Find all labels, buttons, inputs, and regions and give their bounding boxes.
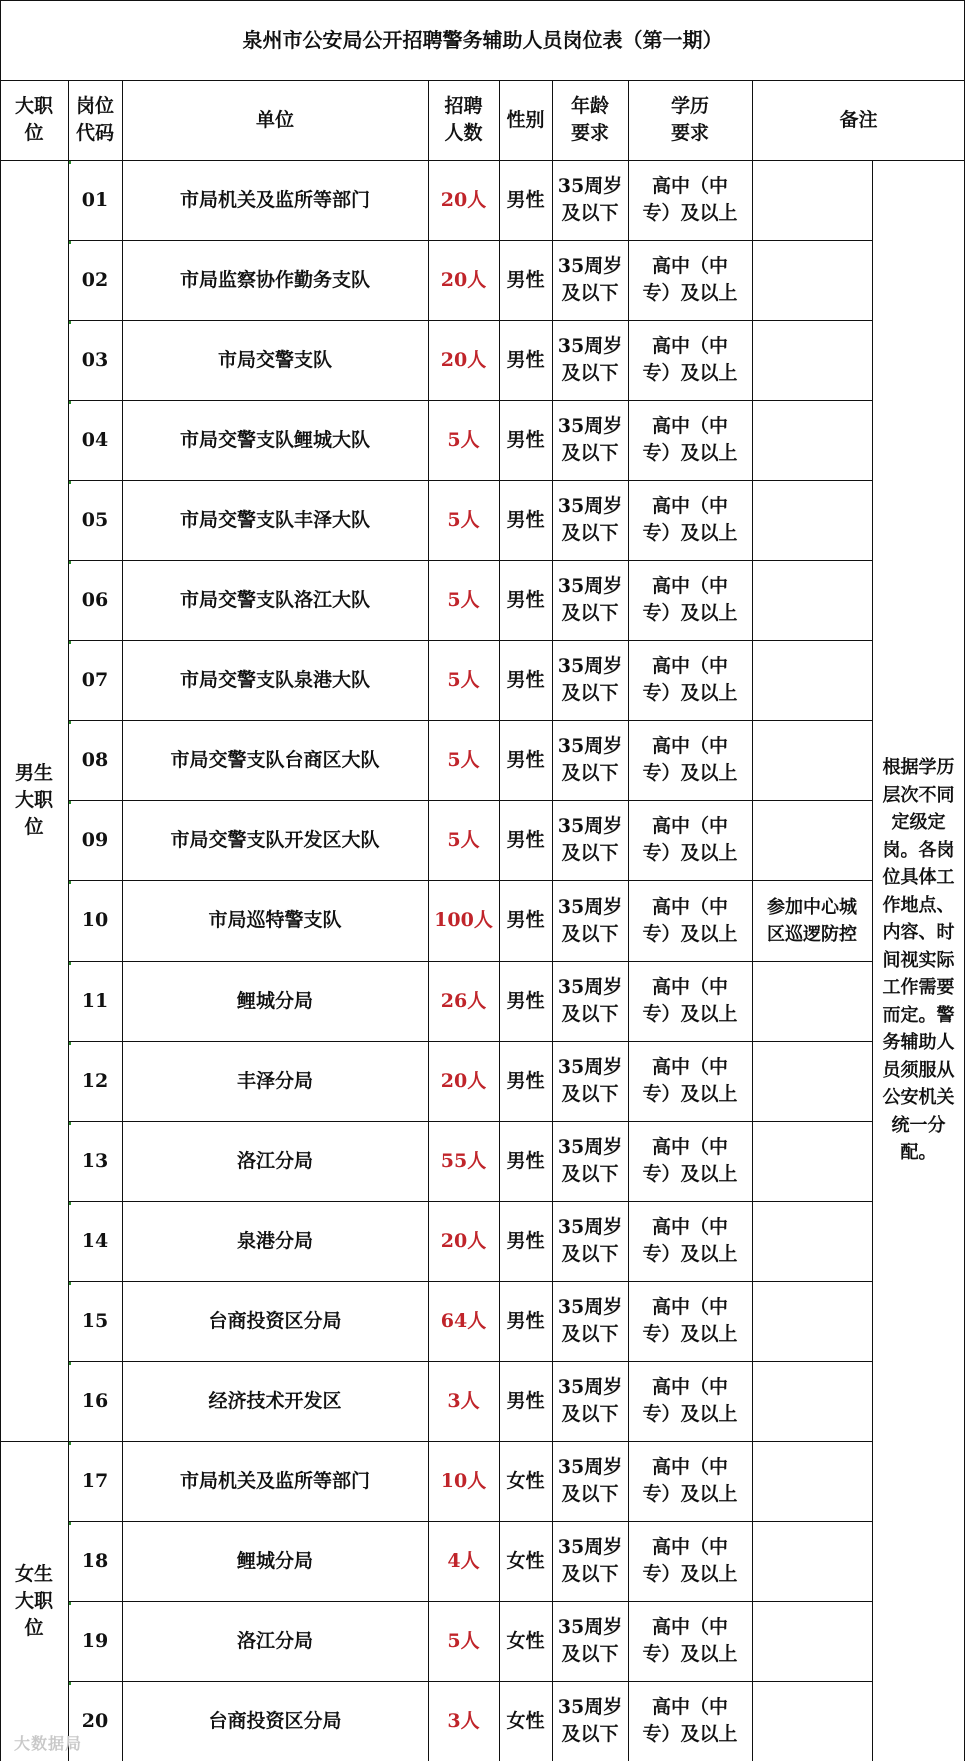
row-age: 35周岁 及以下 <box>557 1216 623 1265</box>
row-unit: 市局交警支队台商区大队 <box>170 748 380 771</box>
header-category: 大职 位 <box>14 95 53 144</box>
row-unit: 台商投资区分局 <box>208 1709 342 1732</box>
row-gender: 女性 <box>506 1709 545 1732</box>
row-education: 高中（中 专）及以上 <box>642 575 738 624</box>
grid-hline <box>68 1361 872 1362</box>
row-count: 26人 <box>440 989 487 1012</box>
row-count: 100人 <box>434 909 493 931</box>
row-count: 20人 <box>440 188 487 211</box>
row-count: 55人 <box>440 1149 487 1172</box>
grid-hline <box>68 560 872 561</box>
row-count: 5人 <box>447 428 480 451</box>
watermark-logo: 大数据局 <box>14 1734 83 1753</box>
row-count: 3人 <box>447 1389 480 1412</box>
row-unit: 洛江分局 <box>236 1629 313 1652</box>
row-unit: 市局交警支队洛江大队 <box>179 588 370 611</box>
row-count: 3人 <box>447 1709 480 1732</box>
row-note <box>752 480 872 560</box>
row-unit: 市局交警支队泉港大队 <box>179 668 370 691</box>
row-code: 04 <box>81 428 109 451</box>
row-education: 高中（中 专）及以上 <box>642 1136 738 1185</box>
row-education: 高中（中 专）及以上 <box>642 1536 738 1585</box>
grid-hline <box>68 1281 872 1282</box>
row-unit: 市局交警支队丰泽大队 <box>179 508 370 531</box>
row-gender: 男性 <box>506 1069 545 1092</box>
header-count: 招聘 人数 <box>444 95 483 144</box>
group-label-female: 女生 大职 位 <box>14 1562 53 1639</box>
border-top <box>0 0 965 1</box>
row-education: 高中（中 专）及以上 <box>642 175 738 224</box>
header-education: 学历 要求 <box>670 95 709 144</box>
grid-vline <box>552 80 553 1761</box>
row-note <box>752 800 872 880</box>
grid-vline <box>752 80 753 1761</box>
row-note <box>752 320 872 400</box>
row-unit: 市局机关及监所等部门 <box>179 1469 370 1492</box>
row-age: 35周岁 及以下 <box>557 1376 623 1425</box>
row-note <box>752 1601 872 1681</box>
row-unit: 市局交警支队鲤城大队 <box>179 428 370 451</box>
row-count: 5人 <box>447 588 480 611</box>
row-education: 高中（中 专）及以上 <box>642 815 738 864</box>
row-note <box>752 961 872 1041</box>
row-education: 高中（中 专）及以上 <box>642 415 738 464</box>
row-education: 高中（中 专）及以上 <box>642 1296 738 1345</box>
row-gender: 男性 <box>506 508 545 531</box>
row-education: 高中（中 专）及以上 <box>642 895 738 945</box>
row-code: 12 <box>81 1069 109 1092</box>
row-age: 35周岁 及以下 <box>557 1696 623 1745</box>
header-age: 年龄 要求 <box>570 95 609 144</box>
row-age: 35周岁 及以下 <box>557 1456 623 1505</box>
row-code: 02 <box>81 268 109 291</box>
row-gender: 男性 <box>506 428 545 451</box>
header-code: 岗位 代码 <box>75 95 114 144</box>
row-count: 5人 <box>447 1629 480 1652</box>
row-gender: 男性 <box>506 588 545 611</box>
grid-hline <box>68 320 872 321</box>
remark-divider <box>872 160 873 1761</box>
row-gender: 女性 <box>506 1469 545 1492</box>
row-age: 35周岁 及以下 <box>557 575 623 624</box>
row-count: 5人 <box>447 828 480 851</box>
row-code: 19 <box>81 1629 109 1652</box>
row-age: 35周岁 及以下 <box>557 1536 623 1585</box>
grid-hline <box>68 720 872 721</box>
row-note <box>752 1281 872 1361</box>
row-code: 17 <box>81 1469 109 1492</box>
row-count: 4人 <box>447 1549 480 1572</box>
row-age: 35周岁 及以下 <box>557 1056 623 1105</box>
row-age: 35周岁 及以下 <box>557 495 623 544</box>
row-note <box>752 1361 872 1441</box>
row-gender: 男性 <box>506 268 545 291</box>
row-count: 64人 <box>440 1309 487 1332</box>
remark-text: 根据学历层次不同定级定岗。各岗位具体工作地点、内容、时间视实际工作需要而定。警务辅助人员须服从公安机关统一分配。 <box>882 757 955 1164</box>
row-gender: 男性 <box>506 1229 545 1252</box>
grid-vline <box>628 80 629 1761</box>
table-title: 泉州市公安局公开招聘警务辅助人员岗位表（第一期） <box>242 27 723 52</box>
group-divider <box>0 1441 68 1442</box>
grid-hline <box>68 1041 872 1042</box>
row-count: 20人 <box>440 348 487 371</box>
row-note <box>752 160 872 240</box>
row-gender: 男性 <box>506 828 545 851</box>
row-education: 高中（中 专）及以上 <box>642 655 738 704</box>
row-code: 14 <box>81 1229 109 1252</box>
row-count: 5人 <box>447 668 480 691</box>
row-unit: 泉港分局 <box>236 1229 313 1252</box>
row-gender: 男性 <box>506 1149 545 1172</box>
row-age: 35周岁 及以下 <box>557 815 623 864</box>
grid-hline <box>68 480 872 481</box>
row-unit: 洛江分局 <box>236 1149 313 1172</box>
row-gender: 男性 <box>506 188 545 211</box>
row-unit: 经济技术开发区 <box>208 1389 342 1412</box>
row-code: 01 <box>81 188 109 211</box>
grid-vline <box>68 80 69 1761</box>
row-code: 13 <box>81 1149 109 1172</box>
border-left <box>0 0 1 1761</box>
grid-hline <box>68 640 872 641</box>
row-code: 18 <box>81 1549 109 1572</box>
row-gender: 男性 <box>506 668 545 691</box>
row-count: 5人 <box>447 748 480 771</box>
row-unit: 市局交警支队 <box>217 348 332 371</box>
grid-hline <box>68 240 872 241</box>
row-education: 高中（中 专）及以上 <box>642 335 738 384</box>
row-gender: 女性 <box>506 1549 545 1572</box>
row-age: 35周岁 及以下 <box>557 175 623 224</box>
row-gender: 男性 <box>506 748 545 771</box>
group-label-male: 男生 大职 位 <box>14 762 53 838</box>
row-code: 10 <box>81 909 109 931</box>
row-age: 35周岁 及以下 <box>557 335 623 384</box>
grid-hline <box>68 1441 872 1442</box>
row-count: 20人 <box>440 268 487 291</box>
header-remark: 备注 <box>839 108 878 131</box>
grid-hline <box>68 1201 872 1202</box>
row-note <box>752 400 872 480</box>
row-unit: 市局机关及监所等部门 <box>179 188 370 211</box>
row-code: 08 <box>81 748 109 771</box>
row-code: 11 <box>81 989 109 1012</box>
row-gender: 男性 <box>506 1309 545 1332</box>
row-age: 35周岁 及以下 <box>557 976 623 1025</box>
grid-hline <box>68 961 872 962</box>
grid-hline <box>68 880 872 881</box>
row-age: 35周岁 及以下 <box>557 255 623 304</box>
row-unit: 市局监察协作勤务支队 <box>179 268 370 291</box>
row-education: 高中（中 专）及以上 <box>642 1616 738 1665</box>
grid-hline <box>68 1601 872 1602</box>
row-age: 35周岁 及以下 <box>557 1296 623 1345</box>
row-code: 07 <box>81 668 109 691</box>
row-unit: 市局巡特警支队 <box>208 909 342 931</box>
row-code: 09 <box>81 828 109 851</box>
row-count: 5人 <box>447 508 480 531</box>
row-note <box>752 1201 872 1281</box>
row-age: 35周岁 及以下 <box>557 735 623 784</box>
row-gender: 男性 <box>506 348 545 371</box>
row-unit: 丰泽分局 <box>236 1069 313 1092</box>
row-note <box>752 1041 872 1121</box>
row-age: 35周岁 及以下 <box>557 1136 623 1185</box>
row-education: 高中（中 专）及以上 <box>642 1216 738 1265</box>
row-gender: 男性 <box>506 989 545 1012</box>
title-divider <box>0 80 965 81</box>
row-note <box>752 720 872 800</box>
row-unit: 台商投资区分局 <box>208 1309 342 1332</box>
row-education: 高中（中 专）及以上 <box>642 1056 738 1105</box>
row-unit: 市局交警支队开发区大队 <box>170 828 380 851</box>
row-note <box>752 1121 872 1201</box>
row-note <box>752 640 872 720</box>
row-count: 10人 <box>440 1469 487 1492</box>
row-code: 05 <box>81 508 109 531</box>
row-education: 高中（中 专）及以上 <box>642 1376 738 1425</box>
row-education: 高中（中 专）及以上 <box>642 1456 738 1505</box>
grid-hline <box>68 1681 872 1682</box>
row-gender: 女性 <box>506 1629 545 1652</box>
row-code: 16 <box>81 1389 109 1412</box>
row-age: 35周岁 及以下 <box>557 895 623 945</box>
row-education: 高中（中 专）及以上 <box>642 1696 738 1745</box>
row-education: 高中（中 专）及以上 <box>642 976 738 1025</box>
row-education: 高中（中 专）及以上 <box>642 735 738 784</box>
grid-hline <box>68 1121 872 1122</box>
row-count: 20人 <box>440 1229 487 1252</box>
row-count: 20人 <box>440 1069 487 1092</box>
row-note <box>752 1681 872 1761</box>
row-code: 03 <box>81 348 109 371</box>
row-gender: 男性 <box>506 909 545 931</box>
row-note <box>752 560 872 640</box>
row-code: 20 <box>81 1709 109 1732</box>
row-code: 15 <box>81 1309 109 1332</box>
header-divider <box>0 160 965 161</box>
header-gender: 性别 <box>506 108 545 131</box>
grid-hline <box>68 1521 872 1522</box>
header-unit: 单位 <box>255 108 294 131</box>
row-note <box>752 1521 872 1601</box>
grid-vline <box>122 80 123 1761</box>
grid-hline <box>68 800 872 801</box>
row-age: 35周岁 及以下 <box>557 415 623 464</box>
grid-hline <box>68 400 872 401</box>
row-education: 高中（中 专）及以上 <box>642 495 738 544</box>
row-code: 06 <box>81 588 109 611</box>
row-note <box>752 240 872 320</box>
row-education: 高中（中 专）及以上 <box>642 255 738 304</box>
grid-vline <box>499 80 500 1761</box>
row-note: 参加中心城 区巡逻防控 <box>767 896 857 945</box>
row-unit: 鲤城分局 <box>236 1549 313 1572</box>
grid-vline <box>428 80 429 1761</box>
row-age: 35周岁 及以下 <box>557 655 623 704</box>
row-gender: 男性 <box>506 1389 545 1412</box>
row-unit: 鲤城分局 <box>236 989 313 1012</box>
row-age: 35周岁 及以下 <box>557 1616 623 1665</box>
row-note <box>752 1441 872 1521</box>
